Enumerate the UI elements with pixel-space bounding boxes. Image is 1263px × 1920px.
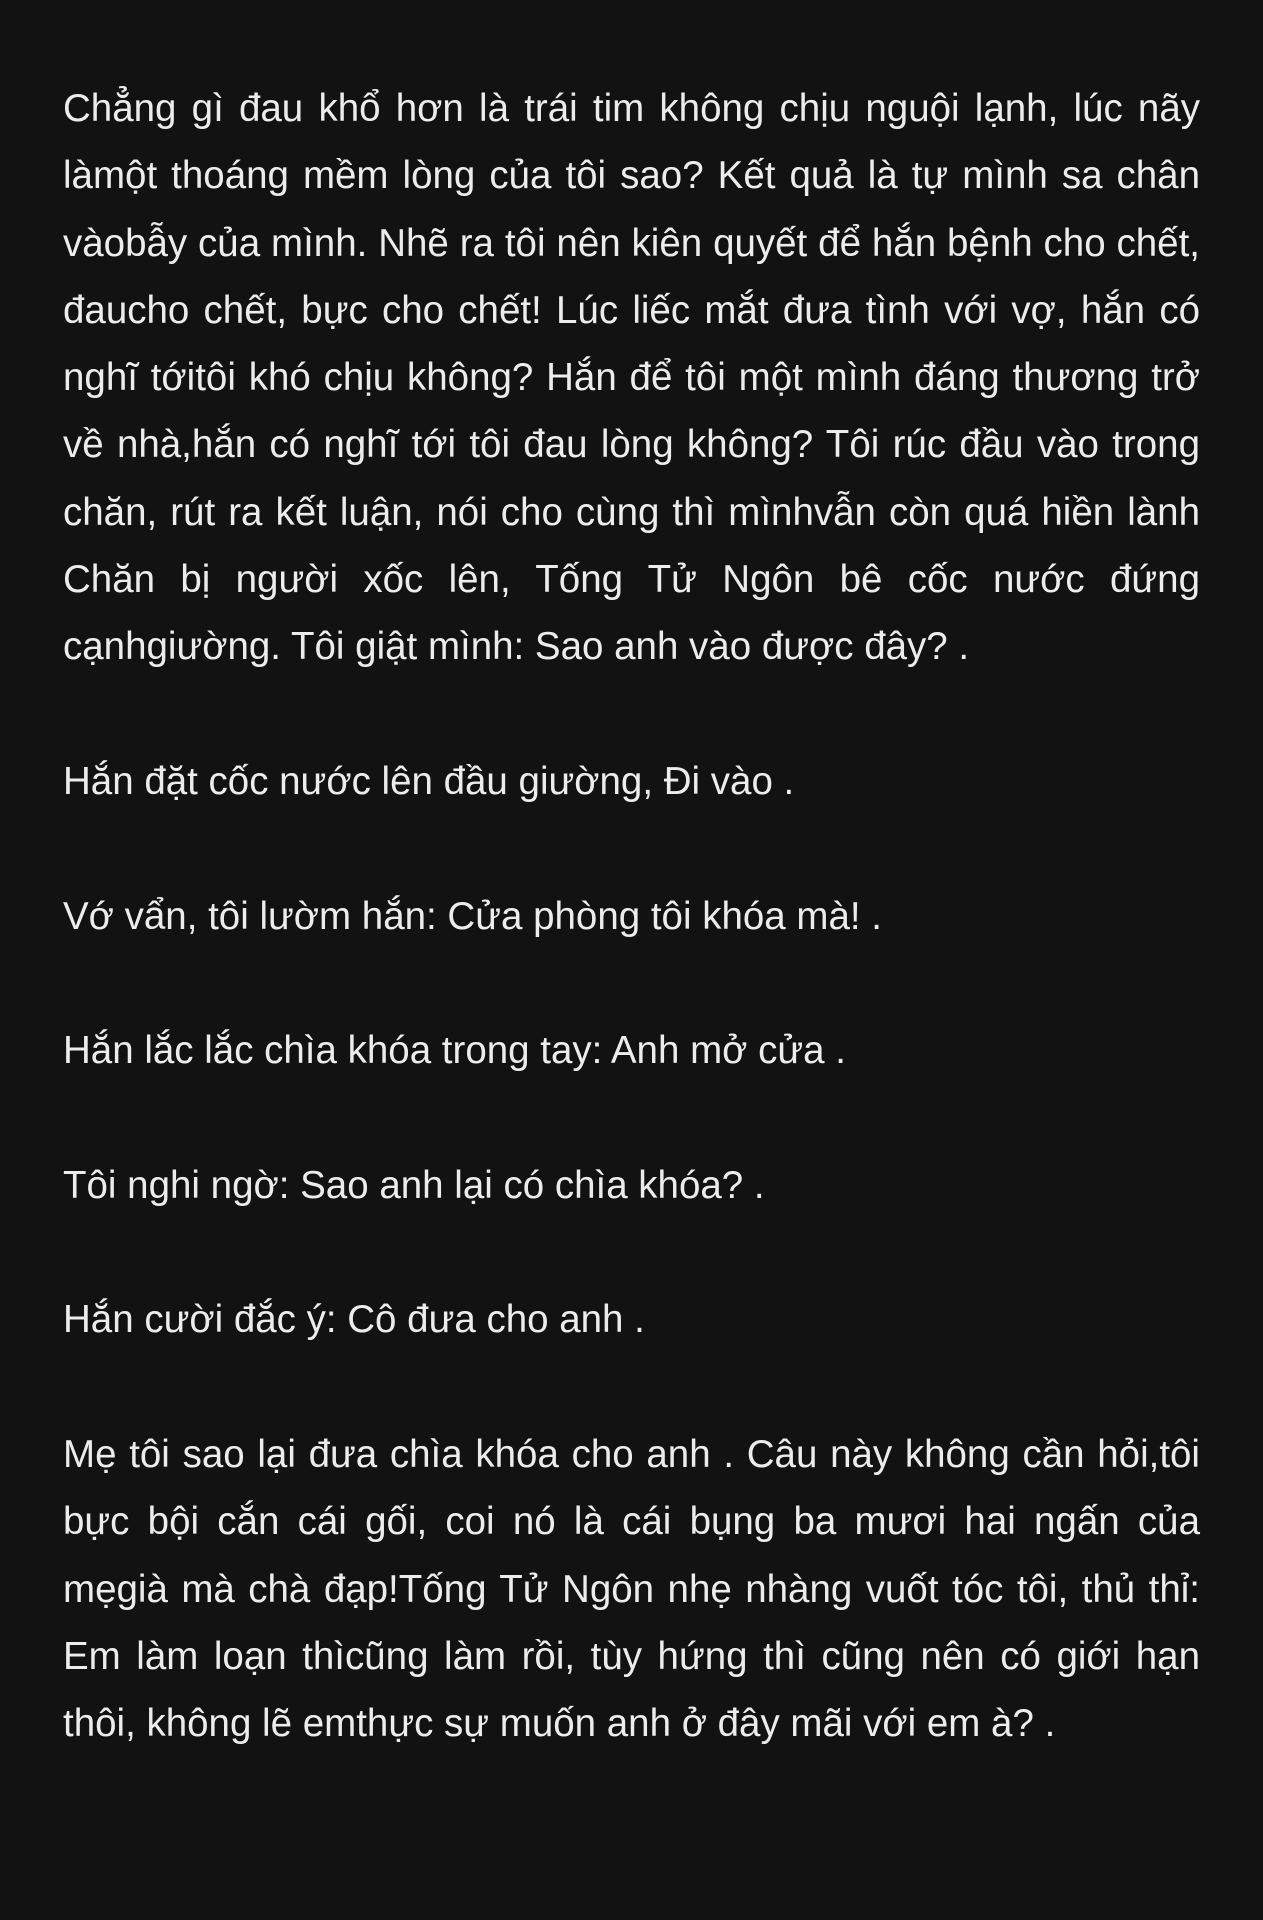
paragraph-3: Vớ vẩn, tôi lườm hắn: Cửa phòng tôi khóa mà! .: [63, 894, 882, 938]
chapter-text: [63, 75, 1200, 1757]
paragraph-1: Chẳng gì đau khổ hơn là trái tim không chịu nguội lạnh, lúc nãy làmột thoáng mềm lòng của tôi sao? Kết quả là tự mình sa chân vàobẫy của mình. Nhẽ ra tôi nên kiên quyết để hắn bệnh cho chết, đaucho chết, bực cho chết! Lúc liếc mắt đưa tình với vợ, hắn có nghĩ tớitôi khó chịu không? Hắn để tôi một mình đáng thương trở về nhà,hắn có nghĩ tới tôi đau lòng không? Tôi rúc đầu vào trong chăn, rút ra kết luận, nói cho cùng thì mìnhvẫn còn quá hiền lành Chăn bị người xốc lên, Tống Tử Ngôn bê cốc nước đứng cạnhgiường. Tôi giật mình: Sao anh vào được đây? .: [63, 87, 1200, 669]
paragraph-2: Hắn đặt cốc nước lên đầu giường, Đi vào .: [63, 759, 795, 803]
paragraph-6: Hắn cười đắc ý: Cô đưa cho anh .: [63, 1298, 645, 1342]
paragraph-7: Mẹ tôi sao lại đưa chìa khóa cho anh . Câu này không cần hỏi,tôi bực bội cắn cái gối, coi nó là cái bụng ba mươi hai ngấn của mẹgià mà chà đạp!Tống Tử Ngôn nhẹ nhàng vuốt tóc tôi, thủ thỉ: Em làm loạn thìcũng làm rồi, tùy hứng thì cũng nên có giới hạn thôi, không lẽ emthực sự muốn anh ở đây mãi với em à? .: [63, 1432, 1200, 1746]
paragraph-5: Tôi nghi ngờ: Sao anh lại có chìa khóa? .: [63, 1163, 765, 1207]
paragraph-4: Hắn lắc lắc chìa khóa trong tay: Anh mở cửa .: [63, 1029, 846, 1073]
